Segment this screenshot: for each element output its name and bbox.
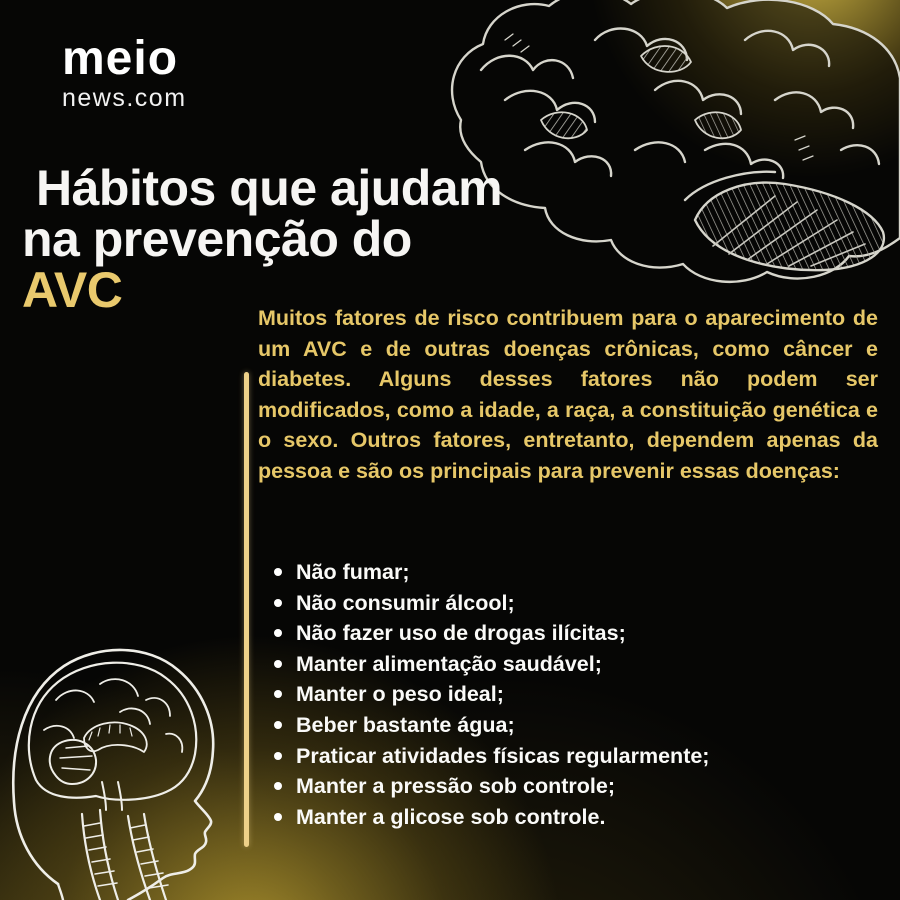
habit-text: Manter a glicose sob controle. [296, 804, 606, 829]
title-line-3-highlight: AVC [22, 262, 123, 318]
list-item [272, 802, 709, 833]
bullet-icon [274, 782, 282, 790]
bullet-icon [274, 629, 282, 637]
habit-text: Praticar atividades físicas regularmente; [296, 743, 710, 768]
gold-divider-line [244, 372, 249, 847]
title-line-1: Hábitos que ajudam [36, 160, 503, 216]
bullet-icon [274, 721, 282, 729]
habit-text: Não consumir álcool; [296, 590, 515, 615]
habit-text: Não fazer uso de drogas ilícitas; [296, 621, 626, 646]
habit-text: Beber bastante água; [296, 712, 515, 737]
bullet-icon [274, 599, 282, 607]
list-item [272, 557, 709, 588]
habit-text: Manter a pressão sob controle; [296, 774, 615, 799]
bullet-icon [274, 813, 282, 821]
bullet-icon [274, 690, 282, 698]
list-item [272, 588, 709, 619]
intro-paragraph: Muitos fatores de risco contribuem para o aparecimento de um AVC e de outras doenças crônicas, como câncer e diabetes. Alguns desses fatores não podem ser modificados, como a idade, a raça, a constituição genética e o sexo. Outros fatores, entretanto, dependem apenas da pessoa e são os principais para prevenir essas doenças: [258, 306, 878, 483]
bullet-icon [274, 660, 282, 668]
list-item [272, 649, 709, 680]
brand-name: meio [62, 32, 179, 85]
brain-illustration [445, 0, 900, 285]
list-item [272, 679, 709, 710]
habits-list [272, 557, 709, 832]
list-item [272, 771, 709, 802]
page-title [22, 160, 503, 318]
bullet-icon [274, 752, 282, 760]
brand-domain: news.com [62, 84, 187, 113]
list-item [272, 618, 709, 649]
habit-text: Não fumar; [296, 560, 410, 584]
list-item [272, 710, 709, 741]
title-line-2: na prevenção do [22, 211, 412, 267]
habit-text: Manter alimentação saudável; [296, 651, 602, 676]
head-anatomy-icon [0, 632, 262, 900]
brand-logo [62, 34, 187, 113]
bullet-icon [274, 568, 282, 576]
list-item [272, 741, 709, 772]
habit-text: Manter o peso ideal; [296, 682, 504, 707]
